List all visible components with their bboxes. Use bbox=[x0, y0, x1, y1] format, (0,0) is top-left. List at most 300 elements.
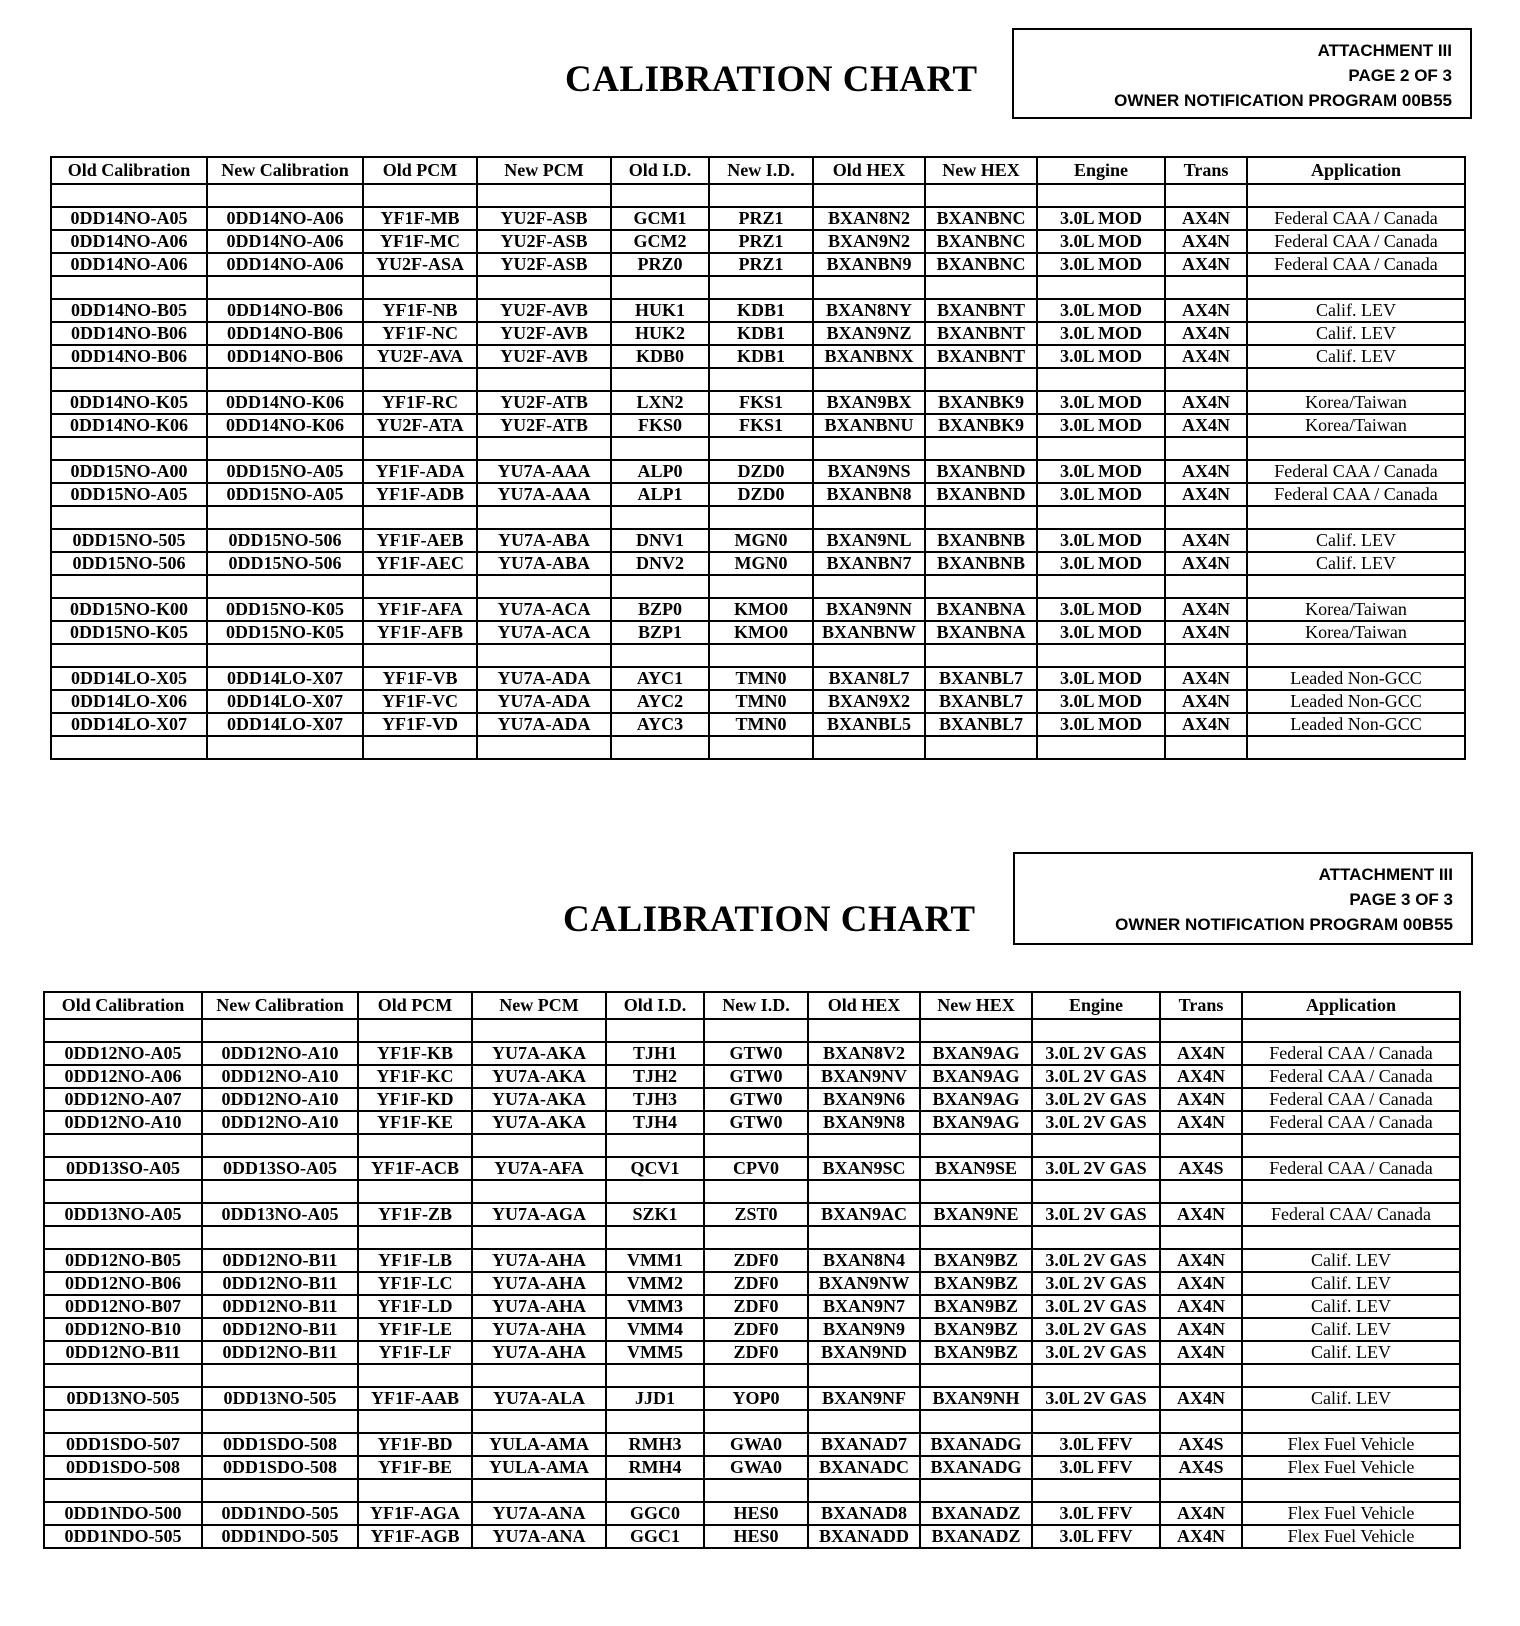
table-cell: YULA-AMA bbox=[472, 1433, 606, 1456]
table-cell: TMN0 bbox=[709, 667, 813, 690]
table-cell: AX4N bbox=[1165, 414, 1247, 437]
table-cell: 0DD15NO-K05 bbox=[207, 621, 363, 644]
table-cell: 0DD14NO-A06 bbox=[207, 230, 363, 253]
table-cell: 0DD12NO-A06 bbox=[44, 1065, 202, 1088]
table-cell: 0DD12NO-B10 bbox=[44, 1318, 202, 1341]
table-cell: 0DD12NO-A07 bbox=[44, 1088, 202, 1111]
table-cell: 0DD12NO-A10 bbox=[44, 1111, 202, 1134]
table-cell: BXAN9NN bbox=[813, 598, 925, 621]
table-cell: Flex Fuel Vehicle bbox=[1242, 1502, 1460, 1525]
table-cell: 3.0L MOD bbox=[1037, 460, 1165, 483]
column-header: Old HEX bbox=[813, 157, 925, 184]
column-header: Application bbox=[1242, 992, 1460, 1019]
table-cell: Federal CAA / Canada bbox=[1247, 230, 1465, 253]
table-cell bbox=[813, 184, 925, 207]
table-cell: 3.0L MOD bbox=[1037, 414, 1165, 437]
table-cell: AX4N bbox=[1160, 1502, 1242, 1525]
table-row bbox=[44, 1272, 1460, 1295]
table-cell: 0DD15NO-K05 bbox=[51, 621, 207, 644]
table-cell: 0DD1NDO-500 bbox=[44, 1502, 202, 1525]
table-cell: BXANADZ bbox=[920, 1502, 1032, 1525]
table-cell: YU7A-AKA bbox=[472, 1065, 606, 1088]
table-cell bbox=[207, 276, 363, 299]
table-cell: Federal CAA / Canada bbox=[1242, 1065, 1460, 1088]
header-row bbox=[51, 157, 1465, 184]
table-cell: KDB1 bbox=[709, 299, 813, 322]
table-row bbox=[51, 690, 1465, 713]
table-cell bbox=[704, 1180, 808, 1203]
table-cell: YF1F-ZB bbox=[358, 1203, 472, 1226]
table-cell: AX4N bbox=[1165, 322, 1247, 345]
table-row bbox=[44, 1479, 1460, 1502]
table-cell bbox=[1165, 437, 1247, 460]
table-cell: BXANBL7 bbox=[925, 690, 1037, 713]
table-cell: VMM1 bbox=[606, 1249, 704, 1272]
table-cell: 0DD13NO-A05 bbox=[44, 1203, 202, 1226]
table-cell bbox=[1242, 1364, 1460, 1387]
table-cell: YU2F-ATB bbox=[477, 391, 611, 414]
table-cell bbox=[1242, 1410, 1460, 1433]
table-cell: BXAN8N2 bbox=[813, 207, 925, 230]
table-cell: 3.0L FFV bbox=[1032, 1502, 1160, 1525]
table-cell: AX4N bbox=[1160, 1525, 1242, 1548]
table-cell bbox=[920, 1479, 1032, 1502]
table-cell: 3.0L MOD bbox=[1037, 690, 1165, 713]
column-header: New HEX bbox=[925, 157, 1037, 184]
table-cell bbox=[606, 1180, 704, 1203]
table-cell bbox=[202, 1180, 358, 1203]
table-cell bbox=[358, 1364, 472, 1387]
table-cell bbox=[813, 437, 925, 460]
table-cell bbox=[611, 276, 709, 299]
table-cell: BXAN9N7 bbox=[808, 1295, 920, 1318]
table-cell bbox=[358, 1479, 472, 1502]
table-cell: GTW0 bbox=[704, 1111, 808, 1134]
table-cell: BXAN9X2 bbox=[813, 690, 925, 713]
table-cell: 0DD14NO-K05 bbox=[51, 391, 207, 414]
table-cell: 0DD15NO-K05 bbox=[207, 598, 363, 621]
table-cell: 0DD13SO-A05 bbox=[202, 1157, 358, 1180]
table-cell: BXANAD8 bbox=[808, 1502, 920, 1525]
table-cell: YF1F-NB bbox=[363, 299, 477, 322]
table-cell: YU2F-ASB bbox=[477, 230, 611, 253]
table-cell: 0DD14NO-B06 bbox=[51, 322, 207, 345]
table-cell: MGN0 bbox=[709, 552, 813, 575]
table-cell bbox=[808, 1364, 920, 1387]
table-cell bbox=[477, 437, 611, 460]
table-cell bbox=[44, 1479, 202, 1502]
table-cell: 0DD15NO-A05 bbox=[207, 460, 363, 483]
table-cell bbox=[51, 437, 207, 460]
table-row bbox=[44, 1042, 1460, 1065]
column-header: Old PCM bbox=[363, 157, 477, 184]
table-cell: 0DD14NO-B05 bbox=[51, 299, 207, 322]
table-cell bbox=[472, 1410, 606, 1433]
table-row bbox=[44, 1065, 1460, 1088]
table-cell: 3.0L MOD bbox=[1037, 713, 1165, 736]
table-cell: BXAN9BZ bbox=[920, 1318, 1032, 1341]
table-cell: BXANBND bbox=[925, 483, 1037, 506]
table-cell bbox=[1242, 1479, 1460, 1502]
table-cell: AX4N bbox=[1160, 1111, 1242, 1134]
table-cell: Korea/Taiwan bbox=[1247, 621, 1465, 644]
table-cell: YF1F-MC bbox=[363, 230, 477, 253]
table-cell: JJD1 bbox=[606, 1387, 704, 1410]
table-row bbox=[44, 1088, 1460, 1111]
table-cell: BXAN9BZ bbox=[920, 1295, 1032, 1318]
table-row bbox=[44, 1157, 1460, 1180]
table-cell: KDB1 bbox=[709, 345, 813, 368]
table-cell: 3.0L 2V GAS bbox=[1032, 1272, 1160, 1295]
table-cell: GTW0 bbox=[704, 1042, 808, 1065]
table-cell bbox=[606, 1019, 704, 1042]
table-cell bbox=[1165, 736, 1247, 759]
table-cell: 0DD14NO-K06 bbox=[51, 414, 207, 437]
table-cell bbox=[44, 1364, 202, 1387]
table-cell: BXAN8V2 bbox=[808, 1042, 920, 1065]
table-cell bbox=[363, 276, 477, 299]
table-row bbox=[44, 1134, 1460, 1157]
table-cell: YF1F-LD bbox=[358, 1295, 472, 1318]
table-cell: GCM1 bbox=[611, 207, 709, 230]
table-cell bbox=[925, 276, 1037, 299]
column-header: Old Calibration bbox=[51, 157, 207, 184]
table-cell bbox=[709, 644, 813, 667]
table-cell: BXAN9BZ bbox=[920, 1249, 1032, 1272]
table-cell: Federal CAA / Canada bbox=[1242, 1157, 1460, 1180]
table-row bbox=[51, 506, 1465, 529]
table-cell: 0DD14NO-B06 bbox=[207, 345, 363, 368]
table-cell: YU7A-AGA bbox=[472, 1203, 606, 1226]
table-cell bbox=[472, 1134, 606, 1157]
table-cell: BXAN9AG bbox=[920, 1111, 1032, 1134]
table-cell bbox=[1032, 1479, 1160, 1502]
table-cell: YU7A-ABA bbox=[477, 529, 611, 552]
column-header: Old I.D. bbox=[606, 992, 704, 1019]
table-cell bbox=[920, 1019, 1032, 1042]
table-cell bbox=[44, 1180, 202, 1203]
table-cell bbox=[1037, 506, 1165, 529]
column-header: Old I.D. bbox=[611, 157, 709, 184]
table-cell: YF1F-MB bbox=[363, 207, 477, 230]
table-cell bbox=[709, 368, 813, 391]
table-cell: YU2F-AVA bbox=[363, 345, 477, 368]
table-cell bbox=[477, 368, 611, 391]
table-cell: Federal CAA / Canada bbox=[1247, 253, 1465, 276]
table-cell: 0DD12NO-A10 bbox=[202, 1088, 358, 1111]
table-cell bbox=[704, 1364, 808, 1387]
table-cell: 0DD14NO-A06 bbox=[51, 253, 207, 276]
table-cell: 0DD1SDO-508 bbox=[44, 1456, 202, 1479]
table-cell bbox=[1160, 1019, 1242, 1042]
table-cell: BXANBNW bbox=[813, 621, 925, 644]
table-cell: YF1F-KC bbox=[358, 1065, 472, 1088]
table-row bbox=[51, 644, 1465, 667]
table-cell: YF1F-BD bbox=[358, 1433, 472, 1456]
table-cell: BXANBNT bbox=[925, 299, 1037, 322]
table-cell: YF1F-AFA bbox=[363, 598, 477, 621]
table-cell: YF1F-NC bbox=[363, 322, 477, 345]
table-row bbox=[44, 1341, 1460, 1364]
table-row bbox=[51, 621, 1465, 644]
column-header: Old PCM bbox=[358, 992, 472, 1019]
table-cell bbox=[925, 575, 1037, 598]
table-cell: YF1F-AFB bbox=[363, 621, 477, 644]
table-cell bbox=[1160, 1410, 1242, 1433]
table-cell: AYC1 bbox=[611, 667, 709, 690]
table-cell bbox=[472, 1479, 606, 1502]
table-cell: YF1F-KD bbox=[358, 1088, 472, 1111]
table-cell: 0DD14LO-X07 bbox=[207, 690, 363, 713]
table-row bbox=[51, 483, 1465, 506]
table-row bbox=[44, 1387, 1460, 1410]
table-cell: BXANBNC bbox=[925, 253, 1037, 276]
table-cell: BXAN9NH bbox=[920, 1387, 1032, 1410]
column-header: Trans bbox=[1165, 157, 1247, 184]
table-cell: BXANBND bbox=[925, 460, 1037, 483]
table-cell: BXANBNT bbox=[925, 322, 1037, 345]
table-cell: DNV2 bbox=[611, 552, 709, 575]
table-cell: BXANAD7 bbox=[808, 1433, 920, 1456]
table-cell: PRZ0 bbox=[611, 253, 709, 276]
table-row bbox=[51, 575, 1465, 598]
table-cell bbox=[477, 506, 611, 529]
table-cell: BXAN8NY bbox=[813, 299, 925, 322]
table-cell: BXANADC bbox=[808, 1456, 920, 1479]
table-cell: 0DD13SO-A05 bbox=[44, 1157, 202, 1180]
page-number: PAGE 2 OF 3 bbox=[1348, 66, 1452, 85]
table-cell: 0DD1NDO-505 bbox=[202, 1525, 358, 1548]
table-cell: BXANADG bbox=[920, 1456, 1032, 1479]
table-cell bbox=[611, 644, 709, 667]
table-cell: Korea/Taiwan bbox=[1247, 391, 1465, 414]
table-cell: 3.0L 2V GAS bbox=[1032, 1249, 1160, 1272]
table-cell: BXAN9N6 bbox=[808, 1088, 920, 1111]
table-cell: 0DD14LO-X05 bbox=[51, 667, 207, 690]
table-cell bbox=[1160, 1226, 1242, 1249]
table-cell: AX4N bbox=[1165, 552, 1247, 575]
table-cell: YU2F-ASA bbox=[363, 253, 477, 276]
table-cell: BXANBNB bbox=[925, 552, 1037, 575]
table-cell: ALP0 bbox=[611, 460, 709, 483]
table-cell: FKS0 bbox=[611, 414, 709, 437]
table-cell bbox=[1032, 1019, 1160, 1042]
table-cell: BXAN9NZ bbox=[813, 322, 925, 345]
table-cell bbox=[1037, 368, 1165, 391]
table-cell: BXAN9NV bbox=[808, 1065, 920, 1088]
table-cell bbox=[1247, 184, 1465, 207]
table-cell: Federal CAA / Canada bbox=[1247, 483, 1465, 506]
table-cell: AX4N bbox=[1165, 391, 1247, 414]
table-cell bbox=[1037, 437, 1165, 460]
table-cell: KDB1 bbox=[709, 322, 813, 345]
table-cell: Federal CAA / Canada bbox=[1242, 1111, 1460, 1134]
table-cell: Flex Fuel Vehicle bbox=[1242, 1525, 1460, 1548]
table-cell bbox=[813, 506, 925, 529]
table-cell: AX4N bbox=[1165, 207, 1247, 230]
table-cell bbox=[1165, 276, 1247, 299]
table-cell bbox=[920, 1410, 1032, 1433]
table-cell: Flex Fuel Vehicle bbox=[1242, 1456, 1460, 1479]
table-cell: 0DD14NO-B06 bbox=[207, 299, 363, 322]
table-cell bbox=[606, 1410, 704, 1433]
table-cell: YU7A-ACA bbox=[477, 598, 611, 621]
table-cell: BXAN9NS bbox=[813, 460, 925, 483]
table-cell bbox=[472, 1364, 606, 1387]
table-cell: Calif. LEV bbox=[1242, 1318, 1460, 1341]
table-cell: BXANADG bbox=[920, 1433, 1032, 1456]
table-cell bbox=[813, 276, 925, 299]
table-cell: 0DD14LO-X07 bbox=[207, 667, 363, 690]
table-cell: 0DD12NO-A10 bbox=[202, 1111, 358, 1134]
table-cell: 0DD14NO-K06 bbox=[207, 414, 363, 437]
table-cell bbox=[611, 437, 709, 460]
table-cell: 3.0L MOD bbox=[1037, 253, 1165, 276]
table-cell: AX4N bbox=[1165, 713, 1247, 736]
table-cell bbox=[207, 437, 363, 460]
table-cell: Federal CAA / Canada bbox=[1242, 1088, 1460, 1111]
column-header: New Calibration bbox=[207, 157, 363, 184]
table-cell: AX4N bbox=[1165, 345, 1247, 368]
table-cell bbox=[1037, 736, 1165, 759]
table-cell: 0DD14NO-B06 bbox=[207, 322, 363, 345]
table-cell: 0DD14NO-A06 bbox=[207, 207, 363, 230]
table-cell: Federal CAA / Canada bbox=[1247, 207, 1465, 230]
table-row bbox=[51, 207, 1465, 230]
table-cell: YU2F-ASB bbox=[477, 207, 611, 230]
table-cell: KMO0 bbox=[709, 621, 813, 644]
table-cell: QCV1 bbox=[606, 1157, 704, 1180]
table-cell: AX4N bbox=[1160, 1249, 1242, 1272]
table-cell: 0DD12NO-B11 bbox=[202, 1318, 358, 1341]
table-cell: 3.0L 2V GAS bbox=[1032, 1065, 1160, 1088]
table-cell: 0DD12NO-B07 bbox=[44, 1295, 202, 1318]
table-row bbox=[44, 1456, 1460, 1479]
table-cell: DZD0 bbox=[709, 460, 813, 483]
table-row bbox=[44, 1111, 1460, 1134]
table-cell: BXANBL5 bbox=[813, 713, 925, 736]
table-cell: YU7A-AHA bbox=[472, 1341, 606, 1364]
table-cell bbox=[1247, 276, 1465, 299]
table-cell: Calif. LEV bbox=[1247, 345, 1465, 368]
table-cell bbox=[704, 1134, 808, 1157]
table-cell: 3.0L 2V GAS bbox=[1032, 1111, 1160, 1134]
table-cell bbox=[44, 1019, 202, 1042]
table-cell: BXANBK9 bbox=[925, 391, 1037, 414]
table-row bbox=[51, 368, 1465, 391]
table-cell: GCM2 bbox=[611, 230, 709, 253]
table-cell bbox=[808, 1479, 920, 1502]
table-cell: 0DD14NO-B06 bbox=[51, 345, 207, 368]
table-cell: 3.0L MOD bbox=[1037, 529, 1165, 552]
table-cell: PRZ1 bbox=[709, 253, 813, 276]
table-cell: 0DD15NO-A05 bbox=[207, 483, 363, 506]
table-cell: BXAN9SE bbox=[920, 1157, 1032, 1180]
program-label: OWNER NOTIFICATION PROGRAM 00B55 bbox=[1115, 915, 1453, 934]
table-cell bbox=[1160, 1180, 1242, 1203]
table-cell: BXANADD bbox=[808, 1525, 920, 1548]
table-cell bbox=[363, 575, 477, 598]
table-cell: AX4N bbox=[1160, 1088, 1242, 1111]
table-row bbox=[51, 276, 1465, 299]
table-cell: DNV1 bbox=[611, 529, 709, 552]
attachment-box bbox=[1013, 852, 1473, 945]
table-row bbox=[51, 713, 1465, 736]
table-cell: 3.0L MOD bbox=[1037, 598, 1165, 621]
table-cell: Calif. LEV bbox=[1247, 322, 1465, 345]
table-cell bbox=[51, 276, 207, 299]
table-cell: YU7A-AKA bbox=[472, 1111, 606, 1134]
table-cell bbox=[925, 368, 1037, 391]
table-cell bbox=[925, 437, 1037, 460]
table-cell bbox=[1242, 1134, 1460, 1157]
table-cell: BXANBNA bbox=[925, 621, 1037, 644]
table-cell: 0DD12NO-B05 bbox=[44, 1249, 202, 1272]
table-cell: YF1F-KB bbox=[358, 1042, 472, 1065]
table-cell: BXAN9N9 bbox=[808, 1318, 920, 1341]
table-cell: Calif. LEV bbox=[1247, 299, 1465, 322]
table-cell: 0DD1NDO-505 bbox=[44, 1525, 202, 1548]
table-cell bbox=[704, 1019, 808, 1042]
table-cell: 0DD12NO-A10 bbox=[202, 1042, 358, 1065]
table-row bbox=[51, 437, 1465, 460]
table-cell bbox=[1165, 184, 1247, 207]
table-cell: MGN0 bbox=[709, 529, 813, 552]
table-cell bbox=[51, 506, 207, 529]
table-cell bbox=[1247, 575, 1465, 598]
table-cell: BXAN9ND bbox=[808, 1341, 920, 1364]
table-cell: 0DD13NO-505 bbox=[44, 1387, 202, 1410]
table-row bbox=[44, 1249, 1460, 1272]
table-cell: AX4N bbox=[1165, 253, 1247, 276]
table-cell: YU7A-ADA bbox=[477, 667, 611, 690]
table-cell bbox=[709, 184, 813, 207]
column-header: Trans bbox=[1160, 992, 1242, 1019]
table-cell: BXANBN8 bbox=[813, 483, 925, 506]
table-cell bbox=[920, 1180, 1032, 1203]
table-cell: Calif. LEV bbox=[1242, 1295, 1460, 1318]
table-cell: YF1F-RC bbox=[363, 391, 477, 414]
table-cell: AX4N bbox=[1165, 690, 1247, 713]
table-cell: ZDF0 bbox=[704, 1318, 808, 1341]
table-cell: 0DD15NO-506 bbox=[207, 529, 363, 552]
column-header: Engine bbox=[1037, 157, 1165, 184]
table-cell: 0DD14NO-A05 bbox=[51, 207, 207, 230]
table-cell: RMH3 bbox=[606, 1433, 704, 1456]
table-cell bbox=[813, 575, 925, 598]
table-cell: 0DD12NO-A05 bbox=[44, 1042, 202, 1065]
table-cell bbox=[1165, 506, 1247, 529]
table-cell: BXAN9BZ bbox=[920, 1341, 1032, 1364]
table-cell: 3.0L MOD bbox=[1037, 552, 1165, 575]
attachment-label: ATTACHMENT III bbox=[1317, 41, 1452, 60]
table-cell: 3.0L MOD bbox=[1037, 483, 1165, 506]
table-cell bbox=[1032, 1226, 1160, 1249]
table-cell bbox=[925, 506, 1037, 529]
column-header: New I.D. bbox=[709, 157, 813, 184]
table-cell: 0DD13NO-505 bbox=[202, 1387, 358, 1410]
table-cell bbox=[920, 1134, 1032, 1157]
table-cell: BXANBN9 bbox=[813, 253, 925, 276]
table-cell bbox=[1247, 437, 1465, 460]
table-cell bbox=[709, 506, 813, 529]
table-cell bbox=[611, 184, 709, 207]
table-cell: 0DD14NO-K06 bbox=[207, 391, 363, 414]
table-cell: 3.0L 2V GAS bbox=[1032, 1318, 1160, 1341]
table-cell: 0DD14LO-X06 bbox=[51, 690, 207, 713]
table-cell bbox=[1160, 1364, 1242, 1387]
table-cell: 0DD12NO-B11 bbox=[202, 1341, 358, 1364]
